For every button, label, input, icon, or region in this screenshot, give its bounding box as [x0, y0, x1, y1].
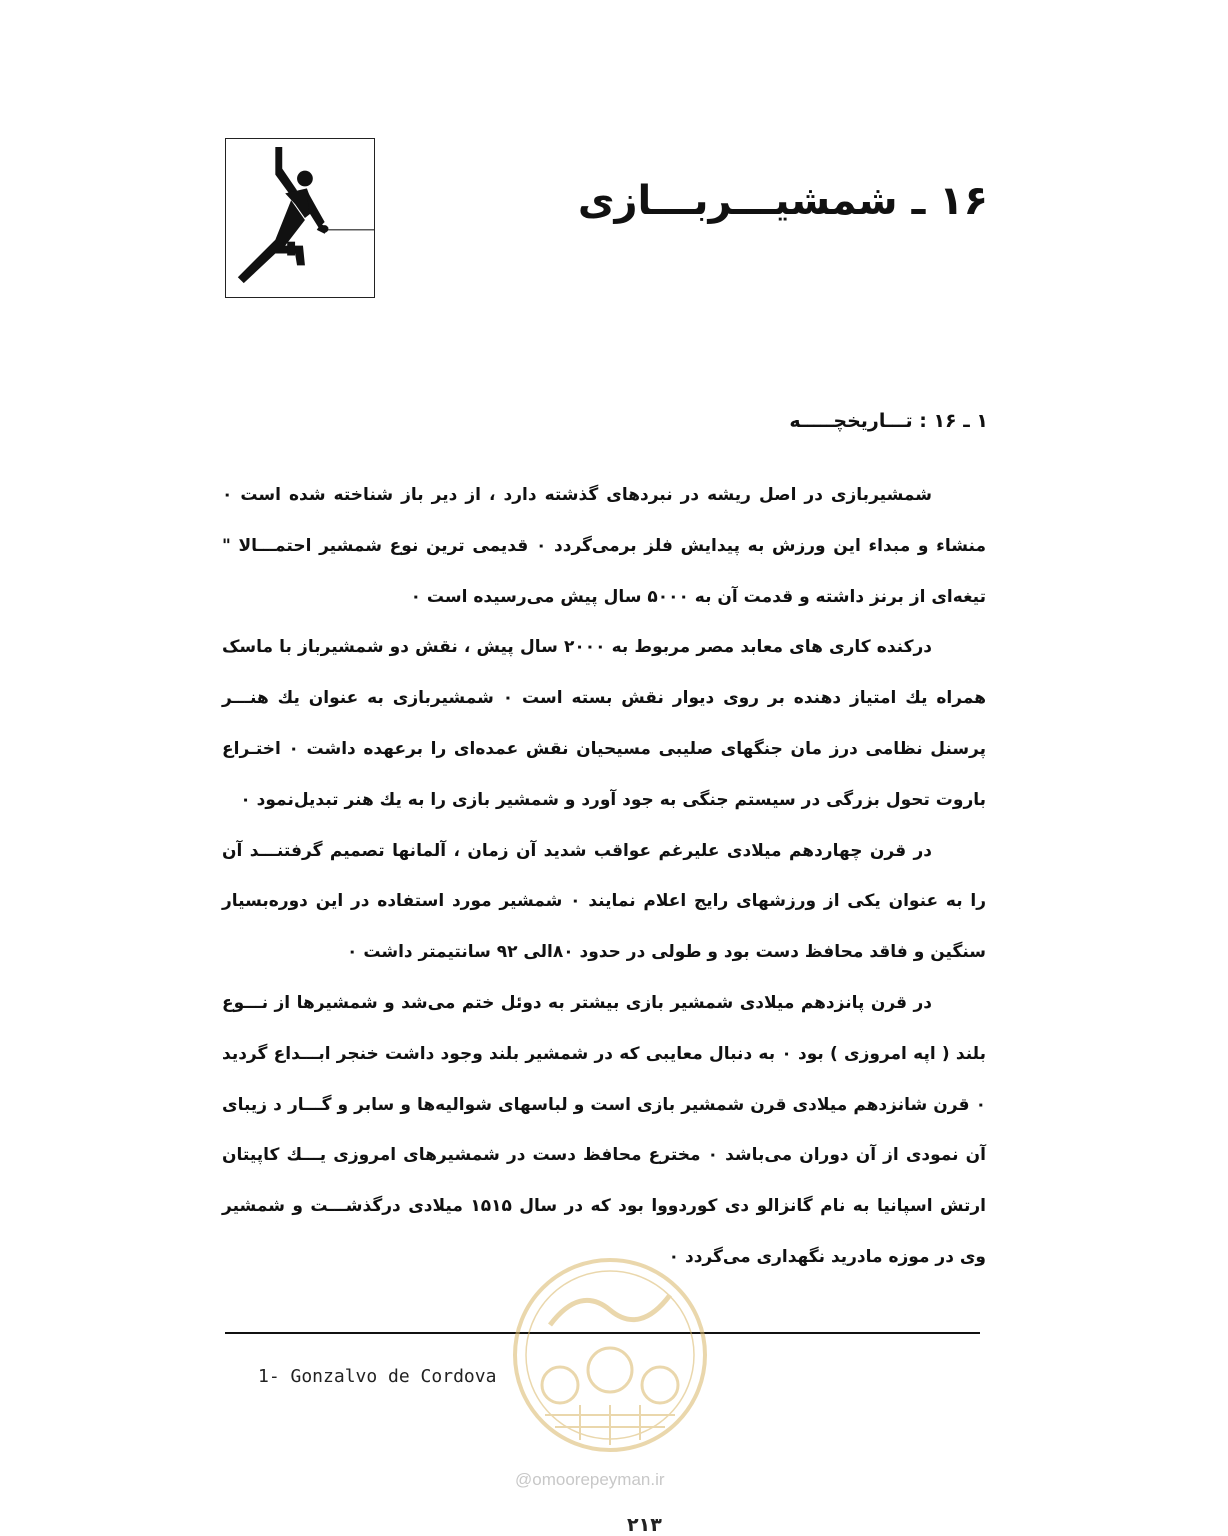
body-text: [222, 470, 986, 1283]
paragraph: شمشیربازی در اصل ریشه در نبردهای گذشته دارد ، از دیر باز شناخته شده است ۰ منشاء و مبداء این ورزش به پیدایش فلز برمی‌گردد ۰ قدیمی ترین نوع شمشیر احتمـــالا " تیغه‌ای از برنز داشته و قدمت آن به ۵۰۰۰ سال پیش می‌رسیده است ۰: [222, 485, 986, 607]
page-number: ۲۱۳: [627, 1514, 662, 1536]
watermark-stamp-icon: [510, 1255, 710, 1455]
paragraph: درکنده کاری های معابد مصر مربوط به ۲۰۰۰ سال پیش ، نقش دو شمشیرباز با ماسک همراه یك امتیاز دهنده بر روی دیوار نقش بسته است ۰ شمشیربازی به عنوان یك هنـــر پرسنل نظامی درز مان جنگهای صلیبی مسیحیان نقش عمده‌ای را برعهده داشت ۰ اختـراع باروت تحول بزرگی در سیستم جنگی به جود آورد و شمشیر بازی را به یك هنر تبدیل‌نمود ۰: [222, 637, 987, 810]
paragraph: در قرن چهاردهم میلادی علیرغم عواقب شدید آن زمان ، آلمانها تصمیم گرفتنـــد آن را به عنوان یکی از ورزشهای رایج اعلام نمایند ۰ شمشیر مورد استفاده در این دوره‌بسیار سنگین و فاقد محافظ دست بود و طولی در حدود ۸۰الی ۹۲ سانتیمتر داشت ۰: [222, 840, 987, 963]
section-heading: ۱ ـ ۱۶ : تـــاریخچـــــه: [789, 410, 988, 432]
watermark-url: @omoorepeyman.ir: [515, 1470, 665, 1489]
chapter-title: ۱۶ ـ شمشیـــربـــازی: [577, 178, 988, 224]
fencer-pictogram-icon: [225, 138, 375, 298]
paragraph: در قرن پانزدهم میلادی شمشیر بازی بیشتر به دوئل ختم می‌شد و شمشیرها از نـــوع بلند ( اپه امروزی ) بود ۰ به دنبال معایبی که در شمشیر بلند وجود داشت خنجر ابـــداع گردید ۰ قرن شانزدهم میلادی قرن شمشیر بازی است و لباسهای شوالیه‌ها و سابر و گـــار د زیبای آن نمودی از آن دوران می‌باشد ۰ مخترع محافظ دست در شمشیرهای امروزی یـــك کاپیتان ارتش اسپانیا به نام گانزالو دی کوردووا بود که در سال ۱۵۱۵ میلادی درگذشـــت و شمشیر وی در موزه مادرید نگهداری می‌گردد ۰: [222, 992, 986, 1267]
footnote: 1- Gonzalvo de Cordova: [258, 1366, 497, 1387]
